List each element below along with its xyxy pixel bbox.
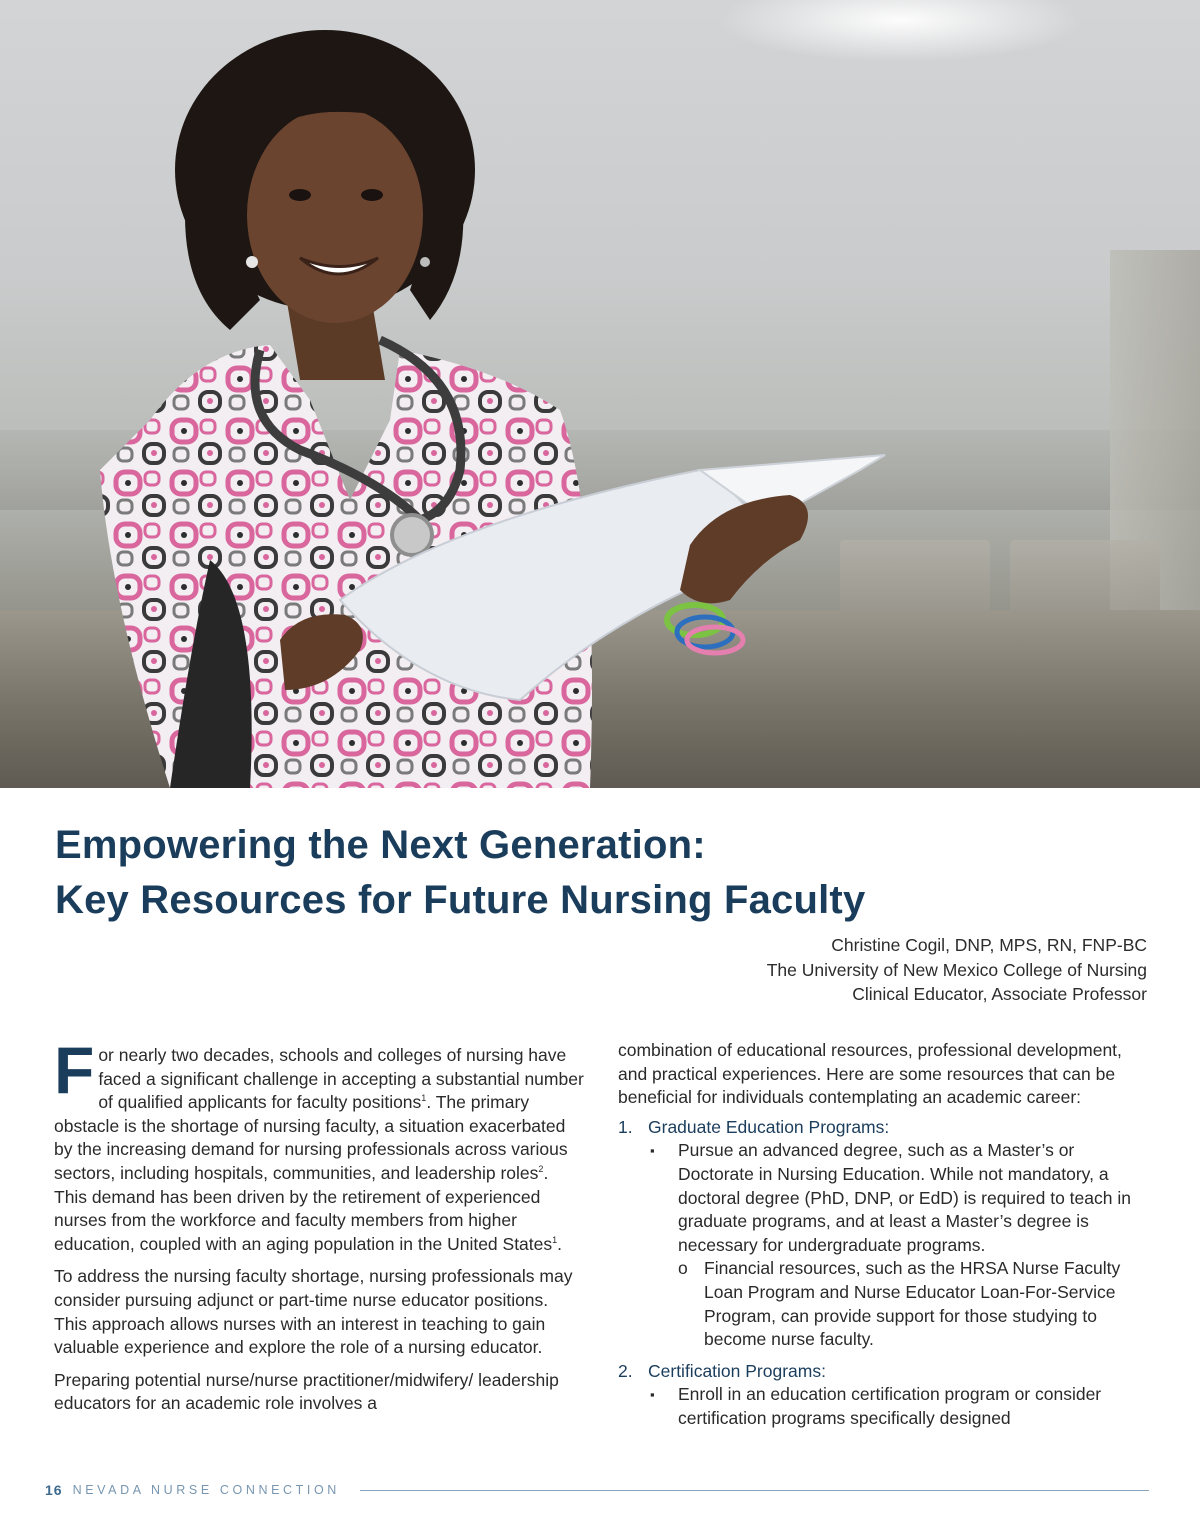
list-number: 2.	[618, 1360, 633, 1381]
publication-name: NEVADA NURSE CONNECTION	[72, 1483, 340, 1497]
paragraph-adjunct: To address the nursing faculty shortage, nursing professionals may consider pursuing adjunct or part-time nurse educator positions. This approach allows nurses with an interest in teaching to gain valuable experience and explore the role of a nursing educator.	[54, 1266, 573, 1358]
footer-rule	[360, 1490, 1149, 1491]
author-byline	[767, 933, 1147, 1007]
list-number: 1.	[618, 1116, 633, 1137]
page-number: 16	[45, 1482, 63, 1498]
bullet-text: Pursue an advanced degree, such as a Master’s or Doctorate in Nursing Education. While not mandatory, a doctoral degree (PhD, DNP, or EdD) is required to teach in graduate programs, and at least a Master’s degree is necessary for undergraduate programs.	[678, 1140, 1131, 1255]
list-item-certification	[618, 1360, 1153, 1384]
paragraph-text: .	[557, 1233, 563, 1254]
author-affiliation: The University of New Mexico College of Nursing	[766, 959, 1147, 980]
left-column	[54, 1033, 584, 1425]
bullet-item	[618, 1383, 1153, 1430]
article-title-line-1: Empowering the Next Generation:	[55, 823, 706, 867]
paragraph-preparing: Preparing potential nurse/nurse practitioner/midwifery/ leadership educators for an academic role involves a	[54, 1369, 559, 1414]
author-name: Christine Cogil, DNP, MPS, RN, FNP-BC	[831, 935, 1147, 955]
footnote-ref: 1	[421, 1093, 427, 1104]
bullet-item	[618, 1139, 1153, 1257]
bullet-text: Enroll in an education certification program or consider certification programs specifically designed	[678, 1384, 1102, 1428]
face	[247, 107, 423, 323]
page-footer	[45, 1480, 1149, 1500]
list-heading: Graduate Education Programs:	[648, 1116, 890, 1137]
drop-cap: F	[54, 1033, 95, 1107]
bullet-icon: ▪	[650, 1143, 655, 1159]
paragraph-text: . This demand has been driven by the retirement of experienced nurses from the workforce and faculty members from higher education, coupled with an aging population in the United States	[54, 1162, 553, 1254]
list-item-graduate	[618, 1116, 1153, 1140]
right-column	[618, 1039, 1153, 1431]
article-title	[55, 818, 1155, 928]
paragraph-text: . The primary obstacle is the shortage of nursing faculty, a situation exacerbated by the increasing demand for nursing professionals across various sectors, including hospitals, communities, and leadership roles	[54, 1092, 568, 1183]
sub-bullet-item	[618, 1257, 1153, 1351]
paragraph-text: or nearly two decades, schools and colleges of nursing have faced a significant challenge in accepting a substantial number of qualified applicants for faculty positions	[98, 1045, 584, 1113]
article-title-line-2: Key Resources for Future Nursing Faculty	[55, 878, 866, 922]
sub-bullet-icon: o	[678, 1258, 688, 1279]
paragraph-intro	[54, 1033, 584, 1256]
bullet-icon: ▪	[650, 1387, 655, 1403]
list-heading: Certification Programs:	[648, 1360, 826, 1381]
footnote-ref: 2	[538, 1164, 544, 1175]
sub-bullet-text: Financial resources, such as the HRSA Nurse Faculty Loan Program and Nurse Educator Loan-For-Service Program, can provide support for those studying to become nurse faculty.	[704, 1258, 1121, 1350]
author-role: Clinical Educator, Associate Professor	[852, 984, 1147, 1004]
footnote-ref: 1	[552, 1234, 558, 1245]
paragraph-resources-intro: combination of educational resources, professional development, and practical experiences. Here are some resources that can be beneficial for individuals contemplating an academic career:	[618, 1040, 1122, 1108]
